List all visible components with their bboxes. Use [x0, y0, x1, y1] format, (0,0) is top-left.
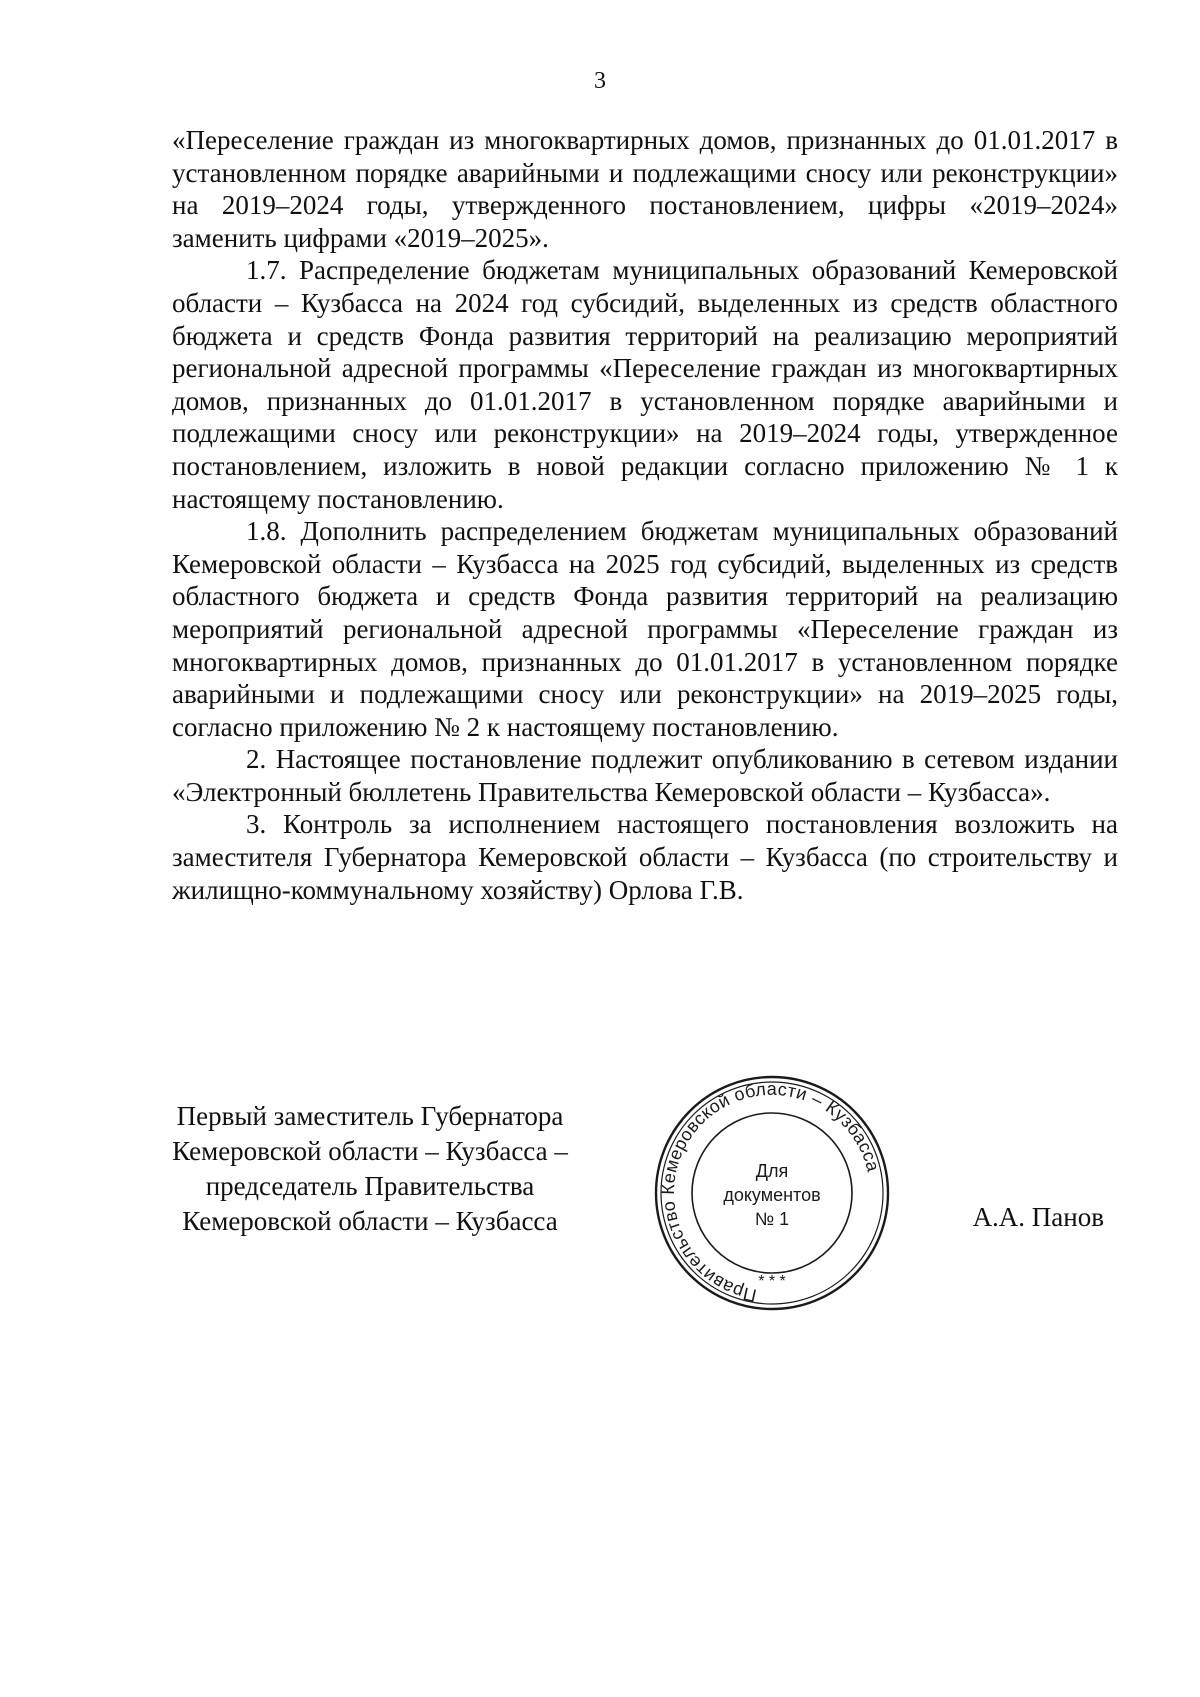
paragraph-1-7: 1.7. Распределение бюджетам муниципальных образований Кемеровской области – Кузбасса на 2024 год субсидий, выделенных из средств областного бюджета и средств Фонда развития территорий на реализацию мероприятий региональной адресной программы «Переселение граждан из многоквартирных домов, признанных до 01.01.2017 в установленном порядке аварийными и подлежащими сносу или реконструкции» на 2019–2024 годы, утвержденное постановлением, изложить в новой редакции согласно приложению № 1 к настоящему постановлению. [172, 255, 1118, 514]
signer-name: А.А. Панов [972, 1202, 1104, 1232]
seal-center-line: Для [755, 1161, 789, 1181]
position-line: Кемеровской области – Кузбасса – [172, 1136, 568, 1166]
paragraph-1-8: 1.8. Дополнить распределением бюджетам муниципальных образований Кемеровской области – Кузбасса на 2025 год субсидий, выделенных из средств областного бюджета и средств Фонда развития территорий на реализацию мероприятий региональной адресной программы «Переселение граждан из многоквартирных домов, признанных до 01.01.2017 в установленном порядке аварийными и подлежащими сносу или реконструкции» на 2019–2025 годы, согласно приложению № 2 к настоящему постановлению. [172, 516, 1118, 742]
seal-center-line: № 1 [754, 1209, 790, 1229]
seal-center-line: документов [723, 1185, 821, 1205]
seal-ring-text: Правительство Кемеровской области – Кузбасса [657, 1078, 884, 1306]
official-seal [652, 1073, 892, 1313]
document-body [172, 124, 1118, 906]
signatory-position [150, 1099, 590, 1239]
paragraph-3: 3. Контроль за исполнением настоящего постановления возложить на заместителя Губернатора Кемеровской области – Кузбасса (по строительству и жилищно-коммунальному хозяйству) Орлова Г.В. [172, 809, 1118, 905]
page-number: 3 [594, 68, 606, 94]
seal-stars: * * * [758, 1273, 786, 1290]
paragraph-continuation: «Переселение граждан из многоквартирных домов, признанных до 01.01.2017 в установленном порядке аварийными и подлежащими сносу или реконструкции» на 2019–2024 годы, утвержденного постановлением, цифры «2019–2024» заменить цифрами «2019–2025». [172, 125, 1118, 253]
position-line: председатель Правительства [205, 1171, 535, 1201]
position-line: Первый заместитель Губернатора [176, 1101, 564, 1131]
paragraph-2: 2. Настоящее постановление подлежит опубликованию в сетевом издании «Электронный бюллетень Правительства Кемеровской области – Кузбасса». [172, 744, 1118, 807]
position-line: Кемеровской области – Кузбасса [182, 1206, 558, 1236]
